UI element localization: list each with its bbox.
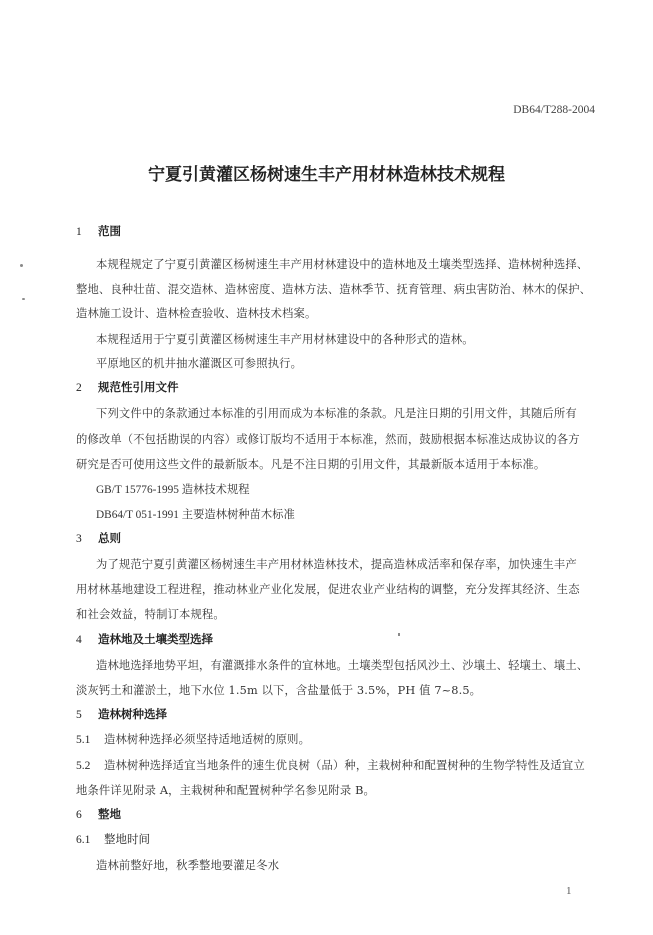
section-number: 4	[76, 634, 82, 646]
paragraph-line: 地条件详见附录 A，主栽树种和配置树种学名参见附录 B。	[76, 784, 375, 797]
paragraph-line: 下列文件中的条款通过本标准的引用而成为本标准的条款。凡是注日期的引用文件，其随后所有	[96, 407, 577, 420]
section-number: 5	[76, 709, 82, 721]
section-2-heading	[76, 379, 179, 395]
section-number: 2	[76, 382, 82, 394]
page-number: 1	[566, 885, 572, 897]
section-1-heading	[76, 223, 121, 239]
subsection-number: 5.2	[76, 760, 91, 772]
section-title: 规范性引用文件	[98, 380, 179, 394]
section-4-heading	[76, 631, 213, 647]
paragraph-line: 整地、良种壮苗、混交造林、造林密度、造林方法、造林季节、抚育管理、病虫害防治、林木的保护、	[76, 283, 592, 296]
paragraph-line: 平原地区的机井抽水灌溉区可参照执行。	[96, 357, 303, 370]
paragraph-line: 本规程规定了宁夏引黄灌区杨树速生丰产用材林建设中的造林地及土壤类型选择、造林树种选择、	[96, 258, 589, 271]
section-title: 总则	[98, 531, 121, 545]
subsection-number: 6.1	[76, 834, 91, 846]
section-title: 造林树种选择	[98, 707, 167, 721]
section-3-heading	[76, 530, 121, 546]
paragraph-line: 造林地选择地势平坦，有灌溉排水条件的宜林地。土壤类型包括风沙土、沙壤土、轻壤土、壤土、	[96, 659, 589, 672]
section-title: 整地	[98, 807, 121, 821]
section-5-heading	[76, 706, 167, 722]
subsection-6-1	[76, 831, 150, 847]
section-number: 6	[76, 809, 82, 821]
section-title: 范围	[98, 224, 121, 238]
paragraph-line: 用材林基地建设工程进程，推动林业产业化发展，促进农业产业结构的调整，充分发挥其经济、生态	[76, 583, 580, 596]
section-number: 1	[76, 226, 82, 238]
paragraph-line: 造林树种选择必须坚持适地适树的原则。	[104, 733, 311, 746]
document-title: 宁夏引黄灌区杨树速生丰产用材林造林技术规程	[148, 165, 505, 185]
paragraph-line: 和社会效益，特制订本规程。	[76, 608, 225, 621]
reference-item: GB/T 15776-1995 造林技术规程	[96, 484, 250, 496]
subsection-5-1	[76, 731, 310, 747]
section-number: 3	[76, 533, 82, 545]
paragraph-line: 造林施工设计、造林检查验收、造林技术档案。	[76, 307, 317, 320]
scan-speck	[20, 264, 23, 267]
section-title: 造林地及土壤类型选择	[98, 632, 213, 646]
subsection-5-2	[76, 757, 585, 773]
section-6-heading	[76, 806, 121, 822]
reference-item: DB64/T 051-1991 主要造林树种苗木标准	[96, 509, 295, 521]
paragraph-line: 淡灰钙土和灌淤土，地下水位 1.5m 以下，含盐量低于 3.5%，PH 值 7~8.5。	[76, 684, 482, 697]
paragraph-line: 的修改单（不包括勘误的内容）或修订版均不适用于本标准，然而，鼓励根据本标准达成协议的各方	[76, 433, 580, 446]
standard-code: DB64/T288-2004	[513, 104, 595, 116]
paragraph-line: 造林树种选择适宜当地条件的速生优良树（品）种，主栽树种和配置树种的生物学特性及适宜立	[104, 759, 585, 772]
subsection-title: 整地时间	[104, 832, 150, 846]
paragraph-line: 研究是否可使用这些文件的最新版本。凡是不注日期的引用文件，其最新版本适用于本标准。	[76, 458, 546, 471]
scan-speck	[22, 298, 25, 300]
paragraph-line: 为了规范宁夏引黄灌区杨树速生丰产用材林造林技术，提高造林成活率和保存率，加快速生丰产	[96, 558, 577, 571]
paragraph-line: 造林前整好地，秋季整地要灌足冬水	[96, 859, 280, 872]
paragraph-line: 本规程适用于宁夏引黄灌区杨树速生丰产用材林建设中的各种形式的造林。	[96, 333, 474, 346]
subsection-number: 5.1	[76, 734, 91, 746]
scan-speck	[398, 633, 400, 636]
